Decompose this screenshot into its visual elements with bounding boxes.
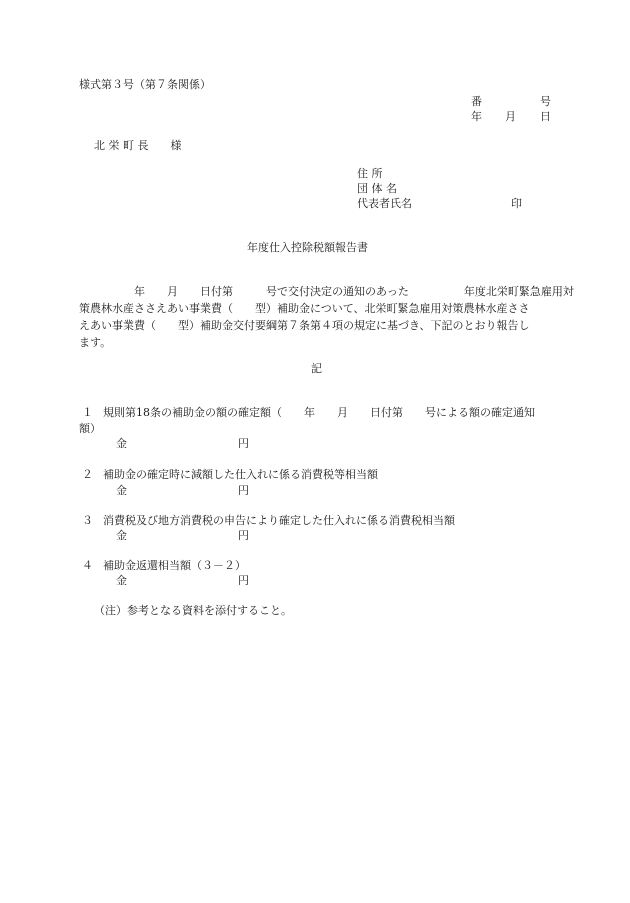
ref-number-suffix: 号 [540,95,551,108]
amount-label: 金 [116,484,127,497]
date-year: 年 [471,110,482,123]
item-text: 補助金の確定時に減額した仕入れに係る消費税等相当額 [103,468,378,481]
amount-label: 金 [116,437,127,450]
item-number: ３ [82,514,93,527]
item-text: 消費税及び地方消費税の申告により確定した仕入れに係る消費税相当額 [103,514,455,527]
amount-label: 金 [116,574,127,587]
body-paragraph [79,283,574,351]
body-line: 策農林水産ささえあい事業費（ 型）補助金について、北栄町緊急雇用対策農林水産ささ [79,302,530,315]
yen-unit: 円 [238,437,249,450]
yen-unit: 円 [238,484,249,497]
body-line: ます。 [79,336,112,349]
date-day: 日 [540,110,551,123]
item-number: ２ [82,468,93,481]
yen-unit: 円 [238,574,249,587]
yen-unit: 円 [238,529,249,542]
date-month: 月 [505,110,516,123]
amount-label: 金 [116,529,127,542]
document-title: 年度仕入控除税額報告書 [247,241,368,254]
item-text: 規則第18条の補助金の額の確定額（ 年 月 日付第 号による額の確定通知 [103,406,535,419]
org-name-label: 団 体 名 [357,182,397,195]
address-label: 住 所 [357,167,383,180]
body-line: えあい事業費（ 型）補助金交付要綱第７条第４項の規定に基づき、下記のとおり報告し [79,319,530,332]
seal-mark: 印 [511,197,522,210]
form-number: 様式第３号（第７条関係） [79,78,211,91]
ref-number-label: 番 [471,95,482,108]
body-line: 年 月 日付第 号で交付決定の通知のあった 年度北栄町緊急雇用対 [79,285,574,298]
item-text: 補助金返還相当額（３－２） [103,559,246,572]
addressee: 北 栄 町 長 様 [94,139,182,152]
item-text-continued: 額） [79,422,101,435]
representative-label: 代表者氏名 [357,197,412,210]
note: （注）参考となる資料を添付すること。 [94,604,292,617]
item-number: ４ [82,559,93,572]
ki-heading: 記 [311,362,322,375]
item-number: １ [82,406,93,419]
